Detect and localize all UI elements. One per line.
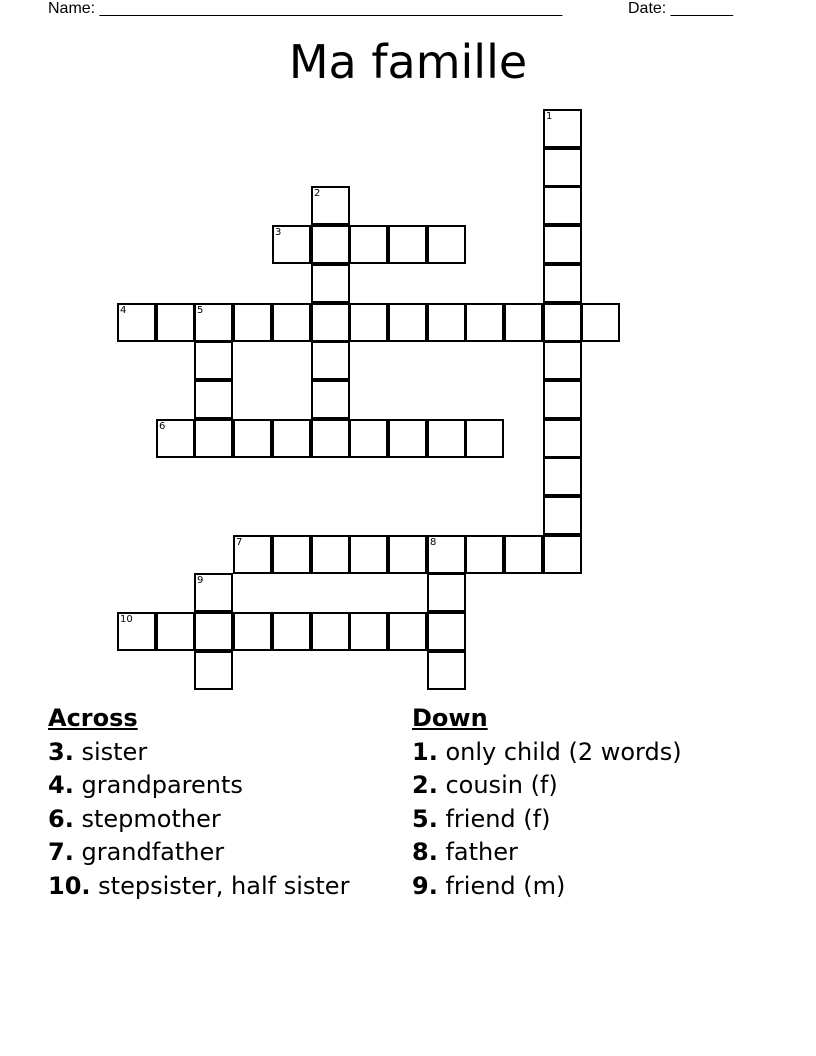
grid-cell[interactable] [388,225,427,264]
grid-cell[interactable] [543,496,582,535]
grid-cell[interactable] [543,341,582,380]
clue-across-3: 3. sister [48,737,148,766]
clues-down [412,702,772,903]
grid-cell[interactable] [427,419,466,458]
grid-cell[interactable] [311,341,350,380]
grid-cell[interactable] [194,341,233,380]
down-heading: Down [412,704,488,732]
grid-cell[interactable] [388,303,427,342]
grid-cell[interactable] [272,419,311,458]
grid-cell[interactable] [156,612,195,651]
grid-cell[interactable] [194,612,233,651]
clue-down-8: 8. father [412,838,518,866]
clue-down-9: 9. friend (m) [412,871,566,900]
clue-across-7: 7. grandfather [48,838,225,866]
grid-cell[interactable] [543,186,582,225]
grid-cell[interactable] [504,535,543,574]
clues-across [48,702,398,903]
clue-down-1: 1. only child (2 words) [412,737,682,766]
grid-cell[interactable] [388,612,427,651]
grid-cell[interactable] [427,573,466,612]
clue-down-2: 2. cousin (f) [412,771,558,799]
cell-number: 10 [120,614,133,625]
grid-cell[interactable] [233,535,272,574]
clue-across-4: 4. grandparents [48,771,243,799]
grid-cell[interactable] [388,419,427,458]
grid-cell[interactable] [427,651,466,690]
cell-number: 3 [275,227,282,238]
grid-cell[interactable] [543,303,582,342]
grid-cell[interactable] [233,303,272,342]
grid-cell[interactable] [427,612,466,651]
page-title: Ma famille [288,35,528,89]
grid-cell[interactable] [194,380,233,419]
grid-cell[interactable] [349,612,388,651]
grid-cell[interactable] [543,457,582,496]
grid-cell[interactable] [543,419,582,458]
grid-cell[interactable] [194,419,233,458]
across-heading: Across [48,704,138,732]
grid-cell[interactable] [156,419,195,458]
grid-cell[interactable] [194,303,233,342]
clue-across-10: 10. stepsister, half sister [48,871,350,900]
cell-number: 5 [197,305,204,316]
grid-cell[interactable] [311,225,350,264]
grid-cell[interactable] [194,651,233,690]
grid-cell[interactable] [349,535,388,574]
grid-cell[interactable] [543,148,582,187]
grid-cell[interactable] [311,419,350,458]
grid-cell[interactable] [272,535,311,574]
grid-cell[interactable] [311,380,350,419]
grid-cell[interactable] [117,612,156,651]
grid-cell[interactable] [233,612,272,651]
grid-cell[interactable] [465,303,504,342]
grid-cell[interactable] [272,225,311,264]
grid-cell[interactable] [311,264,350,303]
grid-cell[interactable] [194,573,233,612]
grid-cell[interactable] [465,419,504,458]
cell-number: 1 [546,111,553,122]
grid-cell[interactable] [349,303,388,342]
grid-cell[interactable] [504,303,543,342]
grid-cell[interactable] [272,303,311,342]
cell-number: 8 [430,537,437,548]
grid-cell[interactable] [156,303,195,342]
clue-across-6: 6. stepmother [48,804,221,833]
grid-cell[interactable] [349,419,388,458]
grid-cell[interactable] [427,303,466,342]
grid-cell[interactable] [349,225,388,264]
grid-cell[interactable] [311,303,350,342]
grid-cell[interactable] [233,419,272,458]
grid-cell[interactable] [311,186,350,225]
grid-cell[interactable] [427,535,466,574]
cell-number: 7 [236,537,243,548]
grid-cell[interactable] [311,612,350,651]
cell-number: 6 [159,421,166,432]
grid-cell[interactable] [543,535,582,574]
clue-down-5: 5. friend (f) [412,804,551,833]
grid-cell[interactable] [543,109,582,148]
grid-cell[interactable] [543,380,582,419]
grid-cell[interactable] [543,225,582,264]
name-field[interactable]: Name: ____________________________________________________ [48,0,563,17]
grid-cell[interactable] [272,612,311,651]
grid-cell[interactable] [311,535,350,574]
cell-number: 2 [314,188,321,199]
grid-cell[interactable] [581,303,620,342]
grid-cell[interactable] [117,303,156,342]
date-field[interactable]: Date: _______ [628,0,733,17]
cell-number: 4 [120,305,127,316]
cell-number: 9 [197,575,204,586]
grid-cell[interactable] [465,535,504,574]
grid-cell[interactable] [427,225,466,264]
grid-cell[interactable] [543,264,582,303]
grid-cell[interactable] [388,535,427,574]
